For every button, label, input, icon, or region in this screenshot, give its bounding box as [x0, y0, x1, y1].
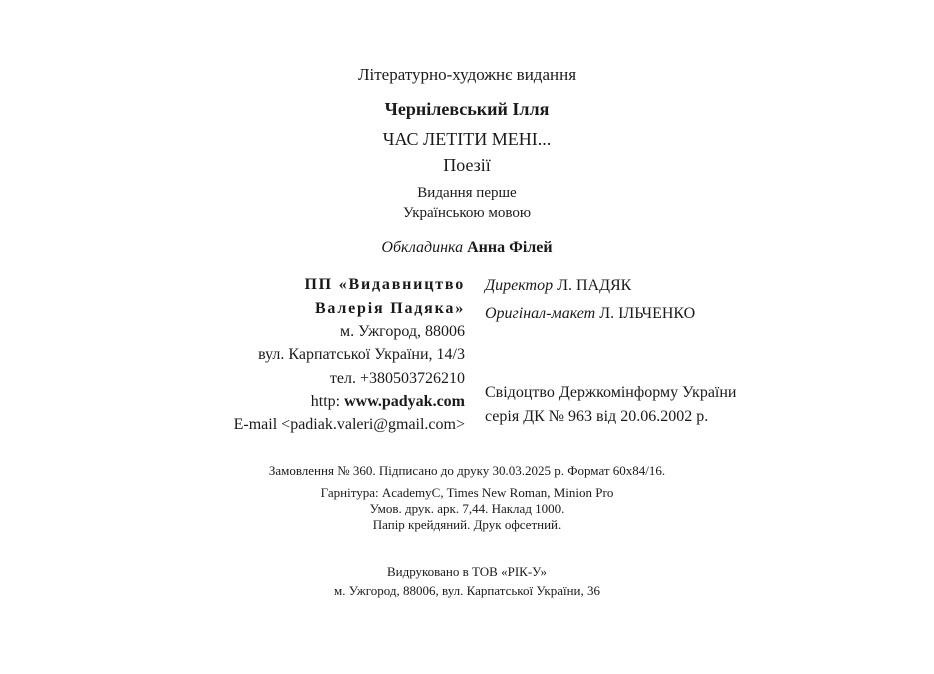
certificate-line1: Свідоцтво Держкомінформу України — [485, 384, 737, 401]
author-name: Чернілевський Ілля — [384, 99, 550, 119]
director-name: Л. ПАДЯК — [557, 277, 632, 294]
publisher-website-line — [311, 393, 465, 411]
edition-number: Видання перше — [417, 185, 517, 201]
http-label: http: — [310, 393, 341, 410]
layout-credit — [485, 305, 695, 323]
cover-credit — [0, 239, 934, 257]
layout-name: Л. ІЛЬЧЕНКО — [599, 305, 696, 322]
paper-info: Папір крейдяний. Друк офсетний. — [372, 517, 562, 532]
typeface-info: Гарнітура: AcademyC, Times New Roman, Minion Pro — [320, 485, 614, 500]
publisher-name-line1: ПП «Видавництво — [304, 276, 465, 293]
publisher-street: вул. Карпатської України, 14/3 — [258, 346, 465, 363]
director-label: Директор — [485, 277, 554, 294]
cover-artist: Анна Філей — [467, 239, 553, 256]
printer-line1: Видруковано в ТОВ «РІК-У» — [386, 564, 548, 579]
book-title: ЧАС ЛЕТІТИ МЕНІ... — [382, 129, 552, 149]
publisher-website[interactable]: www.padyak.com — [344, 393, 465, 410]
publisher-phone: тел. +380503726210 — [329, 370, 465, 387]
publisher-email[interactable]: E-mail <padiak.valeri@gmail.com> — [233, 416, 465, 433]
edition-type: Літературно-художнє видання — [357, 65, 577, 84]
director-credit — [485, 277, 631, 295]
order-info: Замовлення № 360. Підписано до друку 30.03.2025 р. Формат 60x84/16. — [268, 463, 666, 478]
book-genre: Поезії — [443, 155, 491, 175]
publisher-name-line2: Валерія Падяка» — [314, 300, 465, 317]
printer-line2: м. Ужгород, 88006, вул. Карпатської України, 36 — [333, 583, 601, 598]
edition-language: Українською мовою — [402, 205, 532, 221]
sheets-info: Умов. друк. арк. 7,44. Наклад 1000. — [369, 501, 565, 516]
layout-label: Оригінал-макет — [485, 305, 596, 322]
publisher-city: м. Ужгород, 88006 — [340, 323, 465, 340]
cover-label: Обкладинка — [381, 239, 464, 256]
certificate-line2: серія ДК № 963 від 20.06.2002 р. — [485, 408, 709, 425]
